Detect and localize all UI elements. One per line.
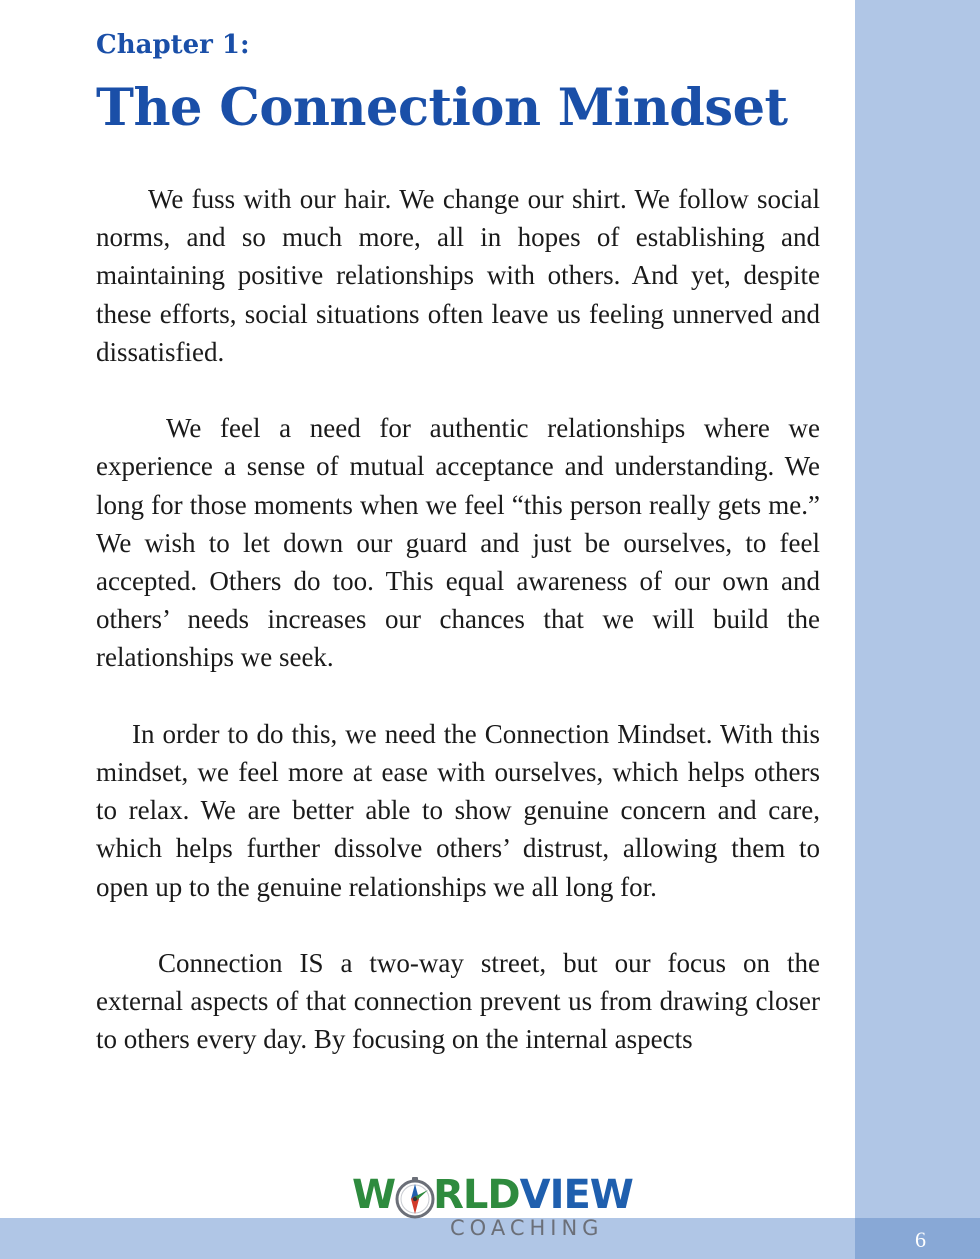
- paragraph-4: Connection IS a two-way street, but our focus on the external aspects of that connection prevent us from drawing closer to others every day. By focusing on the internal aspects: [96, 948, 820, 1055]
- chapter-title: The Connection Mindset: [96, 78, 788, 138]
- paragraph-2: We feel a need for authentic relationships where we experience a sense of mutual acceptance and understanding. We long for those moments when we feel “this person really gets me.” We wish to let down our guard and just be ourselves, to feel accepted. Others do too. This equal awareness of our own and others’ needs increases our chances that we will build the relationships we seek.: [96, 413, 820, 673]
- logo-letters-rld: RLD: [433, 1172, 520, 1218]
- logo-letters-view: VIEW: [519, 1172, 633, 1218]
- logo-letter-w: W: [352, 1172, 396, 1218]
- logo-subtitle: COACHING: [450, 1216, 604, 1240]
- paragraph-3: In order to do this, we need the Connection Mindset. With this mindset, we feel more at ease with ourselves, which helps others to relax. We are better able to show genuine concern and care, which helps further dissolve others’ distrust, allowing them to open up to the genuine relationships we all long for.: [96, 718, 820, 902]
- worldview-coaching-logo: [352, 1172, 632, 1244]
- body-text: [96, 180, 820, 1097]
- page-number: 6: [915, 1227, 926, 1252]
- right-decorative-band: [855, 0, 980, 1259]
- compass-icon: [392, 1176, 438, 1222]
- chapter-label: Chapter 1:: [96, 30, 250, 60]
- paragraph-1: We fuss with our hair. We change our shirt. We follow social norms, and so much more, all in hopes of establishing and maintaining positive relationships with others. And yet, despite these efforts, social situations often leave us feeling unnerved and dissatisfied.: [96, 184, 820, 367]
